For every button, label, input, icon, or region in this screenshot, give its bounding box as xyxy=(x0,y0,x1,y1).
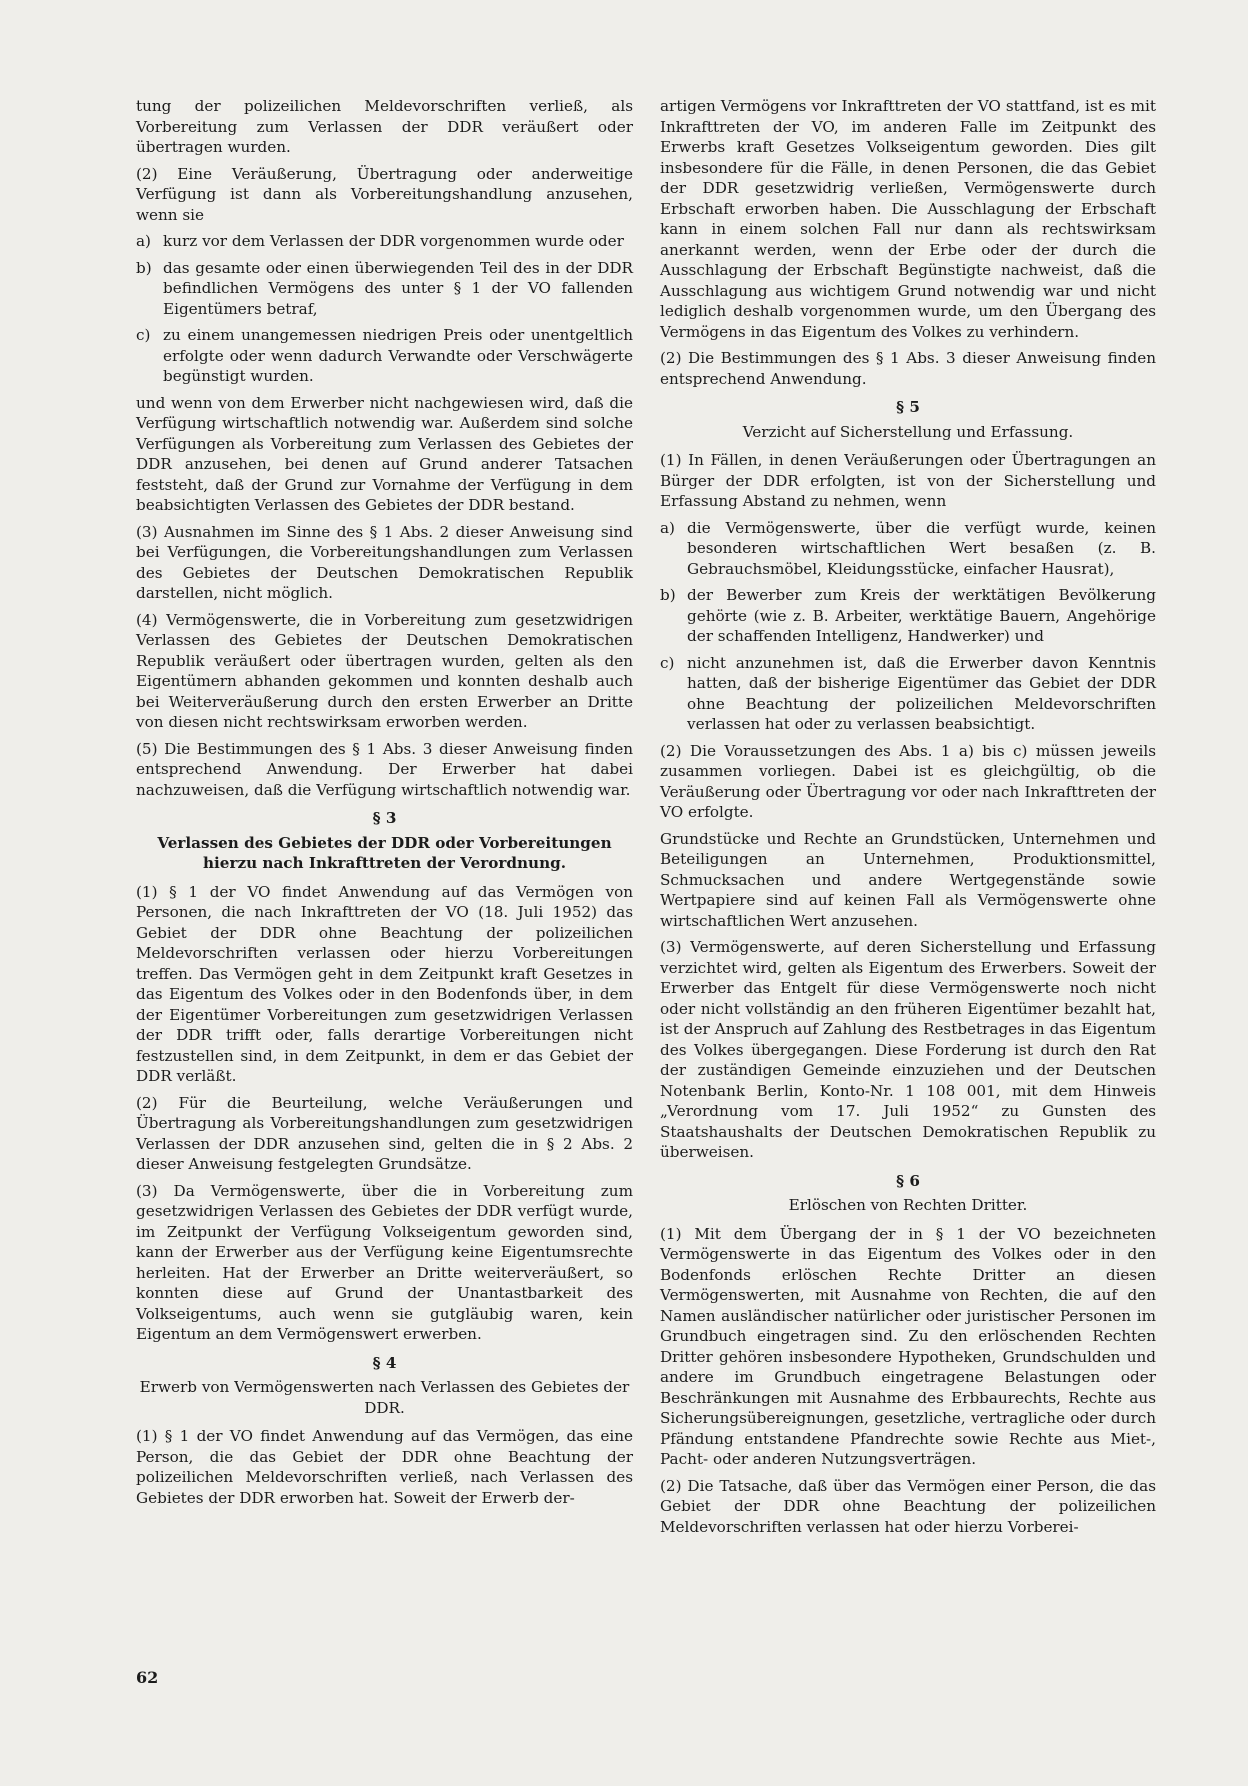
list-item-text: zu einem unangemessen niedrigen Preis oder unentgeltlich erfolgte oder wenn dadurch Verwandte oder Verschwägerte begünstigt wurden. xyxy=(163,326,633,385)
section-title: Erlöschen von Rechten Dritter. xyxy=(788,1196,1028,1214)
paragraph: (1) § 1 der VO findet Anwendung auf das Vermögen von Personen, die nach Inkrafttreten der VO (18. Juli 1952) das Gebiet der DDR ohne Beachtung der polizeilichen Meldevorschriften verlassen oder hierzu Vorbereitungen treffen. Das Vermögen geht in dem Zeitpunkt kraft Gesetzes in das Eigentum des Volkes oder in den Bodenfonds über, in dem der Eigentümer Vorbereitungen zum gesetzwidrigen Verlassen der DDR trifft oder, falls derartige Vorbereitungen nicht festzustellen sind, in dem Zeitpunkt, in dem er das Gebiet der DDR verläßt. xyxy=(136,882,633,1085)
section-number: § 6 xyxy=(896,1171,920,1190)
list-item-label: c) xyxy=(660,653,675,672)
list-item-text: die Vermögenswerte, über die verfügt wurde, keinen besonderen wirtschaftlichen Wert besaßen (z. B. Gebrauchsmöbel, Kleidungsstücke, einfacher Hausrat), xyxy=(687,518,1156,578)
list-item xyxy=(660,653,1156,735)
paragraph: (2) Die Bestimmungen des § 1 Abs. 3 dieser Anweisung finden entsprechend Anwendung. xyxy=(660,349,1156,388)
section-number: § 5 xyxy=(896,398,920,416)
section-title: Verlassen des Gebietes der DDR oder Vorbereitungen hierzu nach Inkrafttreten der Verordnung. xyxy=(157,833,612,872)
paragraph: (2) Die Voraussetzungen des Abs. 1 a) bis c) müssen jeweils zusammen vorliegen. Dabei ist es gleichgültig, ob die Veräußerung oder Übertragung vor oder nach Inkrafttreten der VO erfolgte. xyxy=(660,741,1156,821)
paragraph: Grundstücke und Rechte an Grundstücken, Unternehmen und Beteiligungen an Unternehmen, Produktionsmittel, Schmucksachen und andere Wertgegenstände sowie Wertpapiere sind auf keinen Fall als Vermögenswerte ohne wirtschaftlichen Wert anzusehen. xyxy=(660,829,1156,930)
paragraph: (3) Vermögenswerte, auf deren Sicherstellung und Erfassung verzichtet wird, gelten als Eigentum des Erwerbers. Soweit der Erwerber das Entgelt für diese Vermögenswerte noch nicht oder nicht vollständig an den früheren Eigentümer bezahlt hat, ist der Anspruch auf Zahlung des Restbetrages in das Eigentum des Volkes übergegangen. Diese Forderung ist durch den Rat der zuständigen Gemeinde einzuziehen und der Deutschen Notenbank Berlin, Konto-Nr. 1 108 001, mit dem Hinweis „Verordnung vom 17. Juli 1952“ zu Gunsten des Staatshaushalts der Deutschen Demokratischen Republik zu überweisen. xyxy=(660,938,1156,1161)
list-item-label: b) xyxy=(136,258,152,277)
list-item xyxy=(660,585,1156,647)
page-number: 62 xyxy=(136,1668,159,1687)
paragraph: (3) Ausnahmen im Sinne des § 1 Abs. 2 dieser Anweisung sind bei Verfügungen, die Vorbereitungshandlungen zum Verlassen des Gebietes der Deutschen Demokratischen Republik darstellen, nicht möglich. xyxy=(136,522,633,602)
section-number: § 4 xyxy=(372,1353,397,1372)
paragraph: (2) Für die Beurteilung, welche Veräußerungen und Übertragung als Vorbereitungshandlungen zum gesetzwidrigen Verlassen der DDR anzusehen sind, gelten die in § 2 Abs. 2 dieser Anweisung festgelegten Grundsätze. xyxy=(136,1093,633,1173)
paragraph: (4) Vermögenswerte, die in Vorbereitung zum gesetzwidrigen Verlassen des Gebietes der Deutschen Demokratischen Republik veräußert oder übertragen wurden, gelten als den Eigentümern abhanden gekommen und konnten deshalb auch bei Weiterveräußerung durch den ersten Erwerber an Dritte von diesen nicht rechtswirksam erworben werden. xyxy=(136,610,633,731)
list-item-text: das gesamte oder einen überwiegenden Teil des in der DDR befindlichen Vermögens des unter § 1 der VO fallenden Eigentümers betraf, xyxy=(163,258,633,318)
section-title: Verzicht auf Sicherstellung und Erfassung. xyxy=(742,422,1074,441)
paragraph: (1) In Fällen, in denen Veräußerungen oder Übertragungen an Bürger der DDR erfolgten, ist von der Sicherstellung und Erfassung Abstand zu nehmen, wenn xyxy=(660,451,1156,510)
list-item xyxy=(660,518,1156,580)
paragraph: (2) Die Tatsache, daß über das Vermögen einer Person, die das Gebiet der DDR ohne Beachtung der polizeilichen Meldevorschriften verlassen hat oder hierzu Vorberei- xyxy=(660,1476,1156,1536)
list-item xyxy=(136,325,633,387)
list-item-text: der Bewerber zum Kreis der werktätigen Bevölkerung gehörte (wie z. B. Arbeiter, werktätige Bauern, Angehörige der schaffenden Intelligenz, Handwerker) und xyxy=(687,586,1156,645)
left-column xyxy=(136,96,633,1514)
right-column xyxy=(660,96,1156,1543)
list-item xyxy=(136,258,633,320)
list-item-label: a) xyxy=(660,518,675,537)
paragraph: (2) Eine Veräußerung, Übertragung oder anderweitige Verfügung ist dann als Vorbereitungshandlung anzusehen, wenn sie xyxy=(136,164,633,224)
list-item-text: kurz vor dem Verlassen der DDR vorgenommen wurde oder xyxy=(163,232,624,250)
paragraph: und wenn von dem Erwerber nicht nachgewiesen wird, daß die Verfügung wirtschaftlich notwendig war. Außerdem sind solche Verfügungen als Vorbereitung zum Verlassen des Gebietes der DDR anzusehen, bei denen auf Grund anderer Tatsachen feststeht, daß der Grund zur Vornahme der Verfügung in dem beabsichtigten Verlassen des Gebietes der DDR bestand. xyxy=(136,393,633,514)
paragraph: (1) § 1 der VO findet Anwendung auf das Vermögen, das eine Person, die das Gebiet der DDR ohne Beachtung der polizeilichen Meldevorschriften verließ, nach Verlassen des Gebietes der DDR erworben hat. Soweit der Erwerb der- xyxy=(136,1427,633,1507)
list-item xyxy=(136,231,633,252)
section-number: § 3 xyxy=(372,809,397,827)
paragraph: (5) Die Bestimmungen des § 1 Abs. 3 dieser Anweisung finden entsprechend Anwendung. Der Erwerber hat dabei nachzuweisen, daß die Verfügung wirtschaftlich notwendig war. xyxy=(136,739,633,799)
paragraph: tung der polizeilichen Meldevorschriften verließ, als Vorbereitung zum Verlassen der DDR veräußert oder übertragen wurden. xyxy=(136,97,633,156)
paragraph: (3) Da Vermögenswerte, über die in Vorbereitung zum gesetzwidrigen Verlassen des Gebietes der DDR verfügt wurde, im Zeitpunkt der Verfügung Volkseigentum geworden sind, kann der Erwerber aus der Verfügung keine Eigentumsrechte herleiten. Hat der Erwerber an Dritte weiterveräußert, so konnten diese auf Grund der Unantastbarkeit des Volkseigentums, auch wenn sie gutgläubig waren, kein Eigentum an dem Vermögenswert erwerben. xyxy=(136,1181,633,1343)
list-item-text: nicht anzunehmen ist, daß die Erwerber davon Kenntnis hatten, daß der bisherige Eigentümer das Gebiet der DDR ohne Beachtung der polizeilichen Meldevorschriften verlassen hat oder zu verlassen beabsichtigt. xyxy=(687,653,1156,733)
list-item-label: a) xyxy=(136,232,151,250)
section-title: Erwerb von Vermögenswerten nach Verlassen des Gebietes der DDR. xyxy=(139,1378,630,1417)
paragraph: (1) Mit dem Übergang der in § 1 der VO bezeichneten Vermögenswerte in das Eigentum des Volkes oder in den Bodenfonds erlöschen Rechte Dritter an diesen Vermögenswerten, mit Ausnahme von Rechten, die auf den Namen ausländischer natürlicher oder juristischer Personen im Grundbuch eingetragen sind. Zu den erlöschenden Rechten Dritter gehören insbesondere Hypotheken, Grundschulden und andere im Grundbuch eingetragene Belastungen oder Beschränkungen mit Ausnahme des Erbbaurechts, Rechte aus Sicherungsübereignungen, gesetzliche, vertragliche oder durch Pfändung entstandene Pfandrechte sowie Rechte aus Miet-, Pacht- oder anderen Nutzungsverträgen. xyxy=(660,1224,1156,1468)
paragraph: artigen Vermögens vor Inkrafttreten der VO stattfand, ist es mit Inkrafttreten der VO, im anderen Falle im Zeitpunkt des Erwerbs kraft Gesetzes Volkseigentum geworden. Dies gilt insbesondere für die Fälle, in denen Personen, die das Gebiet der DDR gesetzwidrig verließen, Vermögenswerte durch Erbschaft erworben haben. Die Ausschlagung der Erbschaft kann in einem solchen Fall nur dann als rechtswirksam anerkannt werden, wenn der Erbe oder der durch die Ausschlagung der Erbschaft Begünstigte nachweist, daß die Ausschlagung aus wichtigem Grund notwendig war und nicht lediglich deshalb vorgenommen wurde, um den Übergang des Vermögens in das Eigentum des Volkes zu verhindern. xyxy=(660,97,1156,341)
list-item-label: b) xyxy=(660,586,676,604)
list-item-label: c) xyxy=(136,326,151,344)
